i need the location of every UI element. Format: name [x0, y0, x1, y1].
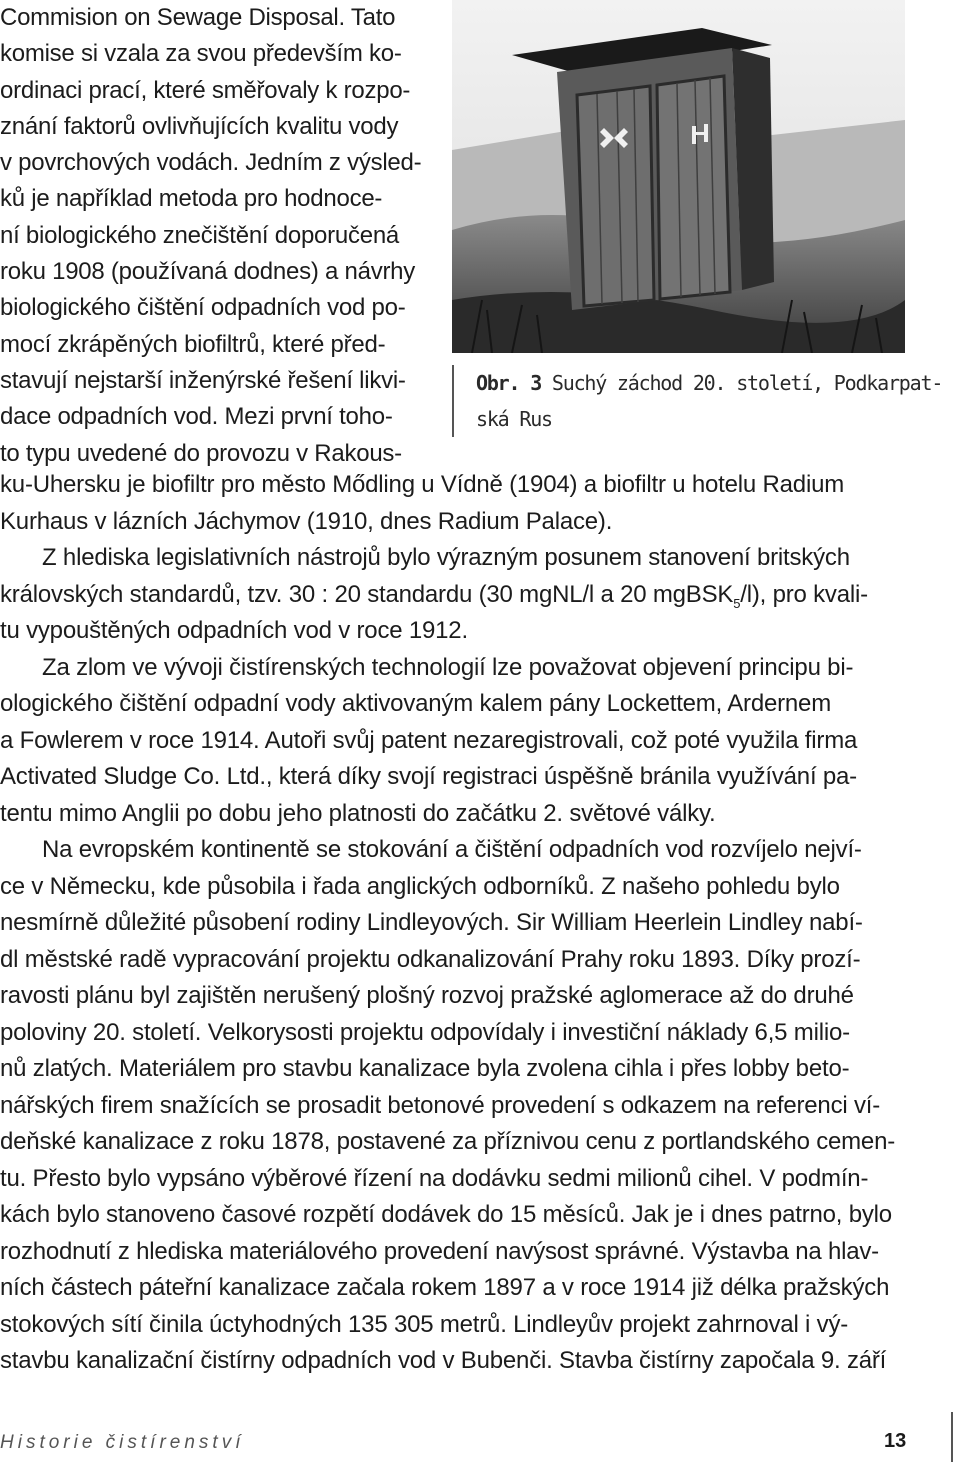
text-line: znání faktorů ovlivňujících kvalitu vody: [0, 112, 399, 140]
text-line: v povrchových vodách. Jedním z výsled-: [0, 149, 422, 177]
running-head: Historie čistírenství: [0, 1432, 245, 1453]
text-line: nů zlatých. Materiálem pro stavbu kanalizace byla zvolena cihla i přes lobby beto-: [0, 1055, 850, 1082]
text-line: stavbu kanalizační čistírny odpadních vod v Bubenči. Stavba čistírny započala 9. září: [0, 1347, 887, 1374]
text-line: rozhodnutí z hlediska materiálového provedení navýsost správné. Výstavba na hlav-: [0, 1237, 879, 1265]
text-line: stavují nejstarší inženýrské řešení likvi-: [0, 366, 406, 394]
text-line: kách bylo stanoveno časové rozpětí dodávek do 15 měsíců. Jak je i dnes patrno, bylo: [0, 1201, 892, 1228]
text-line: ních částech páteřní kanalizace začala rokem 1897 a v roce 1914 již délka pražských: [0, 1274, 890, 1301]
text-line: tu vypouštěných odpadních vod v roce 1912.: [0, 617, 468, 644]
text-line: stokových sítí činila úctyhodných 135 305 metrů. Lindleyův projekt zahrnoval i vý-: [0, 1310, 849, 1338]
text-line: a Fowlerem v roce 1914. Autoři svůj patent nezaregistrovali, což poté využila firma: [0, 726, 858, 754]
wrapped-text-column: [0, 0, 432, 472]
text-line: nářských firem snažících se prosadit betonové provedení s odkazem na referenci ví-: [0, 1091, 881, 1119]
paragraph-start: Z hlediska legislativních nástrojů bylo výrazným posunem stanovení britských: [42, 544, 850, 571]
text-line: mocí zkrápěných biofiltrů, které před-: [0, 330, 386, 358]
text-line: ologického čištění odpadní vody aktivovaným kalem pány Lockettem, Ardernem: [0, 690, 831, 717]
page-number: 13: [884, 1430, 907, 1452]
text-line: deňské kanalizace z roku 1878, postavené za příznivou cenu z portlandského cemen-: [0, 1128, 896, 1155]
figure-number: Obr. 3: [476, 371, 542, 395]
caption-line-2: ská Rus: [476, 407, 552, 431]
text-line: komise si vzala za svou především ko-: [0, 40, 402, 68]
paragraph-start: Na evropském kontinentě se stokování a čištění odpadních vod rozvíjelo nejví-: [42, 836, 862, 863]
outhouse-photo: [452, 0, 905, 353]
text-line: tu. Přesto bylo vypsáno výběrové řízení na dodávku sedmi milionů cihel. V podmín-: [0, 1164, 869, 1192]
footer-rule: [951, 1412, 953, 1462]
text-line: dace odpadních vod. Mezi první toho-: [0, 403, 393, 431]
subscript: 5: [733, 595, 741, 611]
text-fragment: /l), pro kvali-: [740, 580, 868, 608]
text-line: roku 1908 (používaná dodnes) a návrhy: [0, 258, 416, 286]
text-line: Kurhaus v lázních Jáchymov (1910, dnes Radium Palace).: [0, 507, 613, 535]
text-line: tentu mimo Anglii po dobu jeho platnosti do začátku 2. světové války.: [0, 799, 716, 827]
page-footer: [0, 1420, 960, 1460]
text-line: ku-Uhersku je biofiltr pro město Mődling u Vídně (1904) a biofiltr u hotelu Radium: [0, 471, 845, 498]
text-line: ravosti plánu byl zajištěn nerušený plošný rozvoj pražské aglomerace až do druhé: [0, 982, 854, 1009]
text-line: nesmírně důležité působení rodiny Lindleyových. Sir William Heerlein Lindley nabí-: [0, 909, 863, 936]
text-line: ní biologického znečištění doporučená: [0, 221, 400, 249]
caption-text: Suchý záchod 20. století, Podkarpat-: [551, 371, 943, 395]
text-line: poloviny 20. století. Velkorysosti projektu odpovídaly i investiční náklady 6,5 milio-: [0, 1018, 850, 1046]
text-line: biologického čištění odpadních vod po-: [0, 294, 406, 322]
text-line: ce v Německu, kde působila i řada anglických odborníků. Z našeho pohledu bylo: [0, 872, 840, 900]
text-fragment: královských standardů, tzv. 30 : 20 standardu (30 mgNL/l a 20 mgBSK: [0, 580, 734, 608]
figure-caption: [452, 365, 943, 437]
text-line-with-subscript: [0, 577, 906, 614]
text-line: dl městské radě vypracování projektu odkanalizování Prahy roku 1893. Díky prozí-: [0, 945, 861, 973]
text-line: to typu uvedené do provozu v Rakous-: [0, 439, 402, 467]
full-width-text: [0, 467, 906, 1380]
outhouse-illustration: [452, 0, 905, 353]
text-line: ordinaci prací, které směřovaly k rozpo-: [0, 76, 411, 104]
text-line: Commision on Sewage Disposal. Tato: [0, 4, 396, 31]
text-line: Activated Sludge Co. Ltd., která díky svojí registraci úspěšně bránila využívání pa-: [0, 763, 857, 790]
caption-line-1: [476, 365, 943, 401]
text-line: ků je například metoda pro hodnoce-: [0, 185, 383, 213]
paragraph-start: Za zlom ve vývoji čistírenských technologií lze považovat objevení principu bi-: [42, 653, 854, 681]
